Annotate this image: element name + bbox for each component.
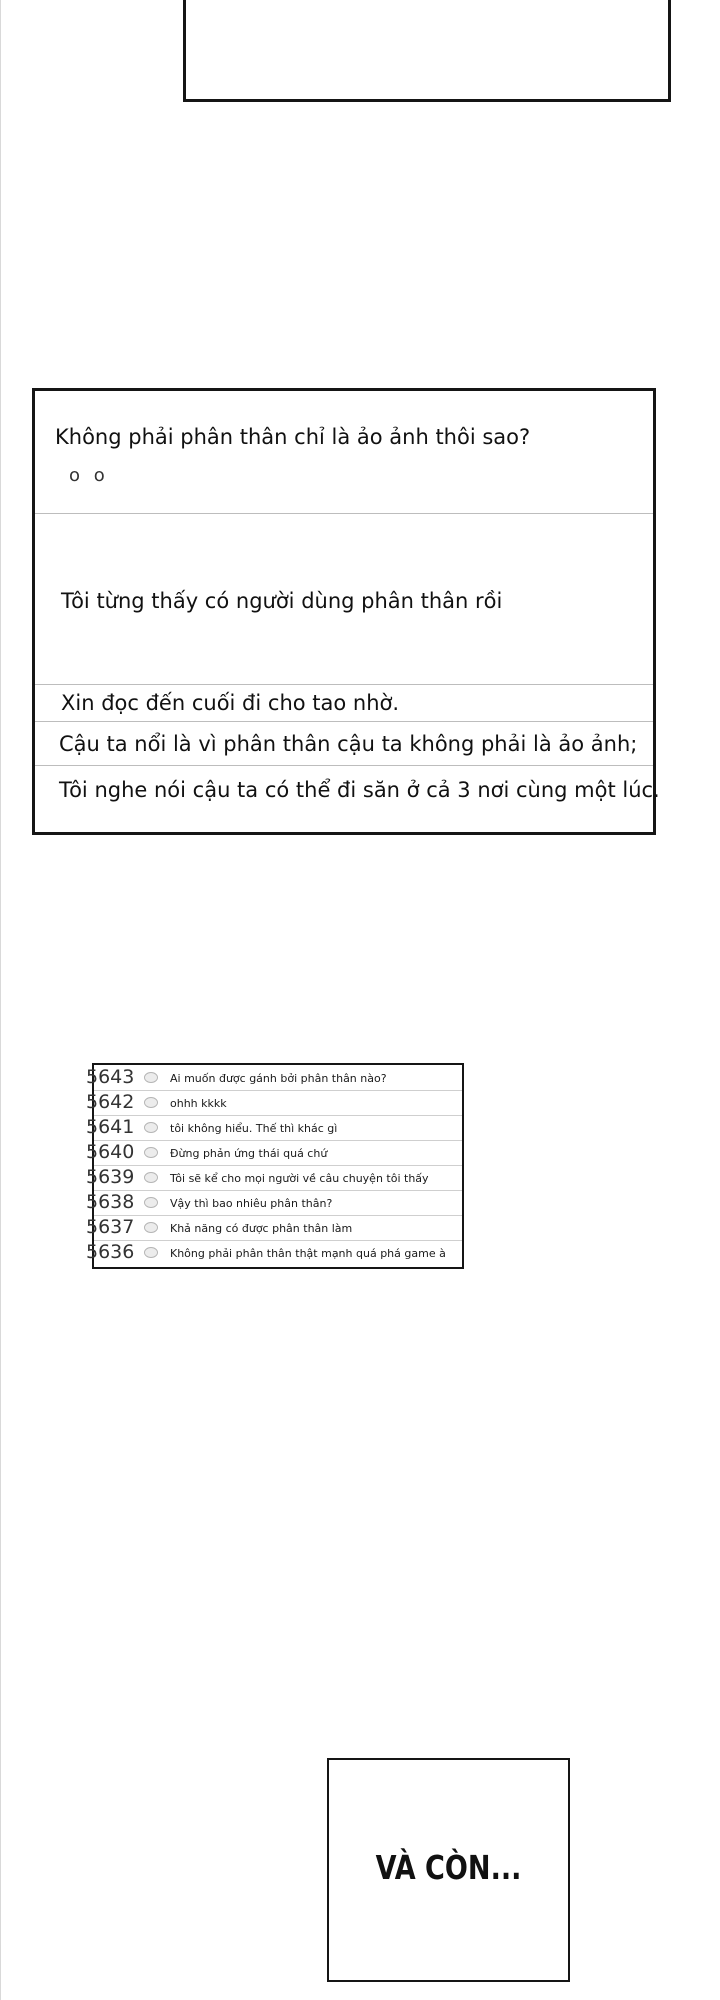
comment-bubble-icon (144, 1172, 158, 1183)
post-text: Đừng phản ứng thái quá chứ (170, 1147, 328, 1160)
ending-panel (327, 1758, 570, 1982)
separator (35, 765, 653, 766)
page-edge (0, 0, 1, 2000)
post-text: ohhh kkkk (170, 1097, 227, 1110)
comment-bubble-icon (144, 1097, 158, 1108)
post-number: 5639 (86, 1166, 135, 1188)
post-text: tôi không hiểu. Thế thì khác gì (170, 1122, 338, 1135)
post-text: Khả năng có được phân thân làm (170, 1222, 353, 1235)
board-row (86, 1240, 462, 1265)
comment-3: Xin đọc đến cuối đi cho tao nhờ. (61, 691, 400, 715)
comment-2: Tôi từng thấy có người dùng phân thân rồi (61, 589, 503, 613)
comment-5: Tôi nghe nói cậu ta có thể đi săn ở cả 3 nơi cùng một lúc. (59, 778, 660, 802)
board-row (86, 1215, 462, 1241)
comment-bubble-icon (144, 1122, 158, 1133)
post-number: 5642 (86, 1091, 135, 1113)
ending-caption: VÀ CÒN... (375, 1848, 522, 1887)
post-number: 5638 (86, 1191, 135, 1213)
board-row (86, 1115, 462, 1141)
comment-panel (32, 388, 660, 835)
comment-1: Không phải phân thân chỉ là ảo ảnh thôi sao? (55, 425, 531, 449)
comment-bubble-icon (144, 1222, 158, 1233)
comment-bubble-icon (144, 1147, 158, 1158)
separator (35, 721, 653, 722)
comment-4: Cậu ta nổi là vì phân thân cậu ta không phải là ảo ảnh; (59, 732, 638, 756)
board-row (86, 1165, 462, 1191)
post-text: Vậy thì bao nhiêu phân thân? (170, 1197, 333, 1210)
empty-panel (183, 0, 671, 102)
post-number: 5640 (86, 1141, 135, 1163)
board-row (86, 1065, 462, 1091)
post-number: 5637 (86, 1216, 135, 1238)
board-row (86, 1140, 462, 1166)
post-text: Không phải phân thân thật mạnh quá phá game à (170, 1247, 446, 1260)
comment-bubble-icon (144, 1197, 158, 1208)
thread-board (86, 1063, 464, 1269)
post-number: 5643 (86, 1066, 135, 1088)
post-number: 5641 (86, 1116, 135, 1138)
comment-bubble-icon (144, 1072, 158, 1083)
board-row (86, 1190, 462, 1216)
separator (35, 684, 653, 685)
post-text: Ai muốn được gánh bởi phân thân nào? (170, 1072, 387, 1085)
comment-dots: o o (69, 465, 109, 486)
post-number: 5636 (86, 1241, 135, 1263)
separator (35, 513, 653, 514)
board-row (86, 1090, 462, 1116)
comment-bubble-icon (144, 1247, 158, 1258)
post-text: Tôi sẽ kể cho mọi người về câu chuyện tôi thấy (170, 1172, 429, 1185)
